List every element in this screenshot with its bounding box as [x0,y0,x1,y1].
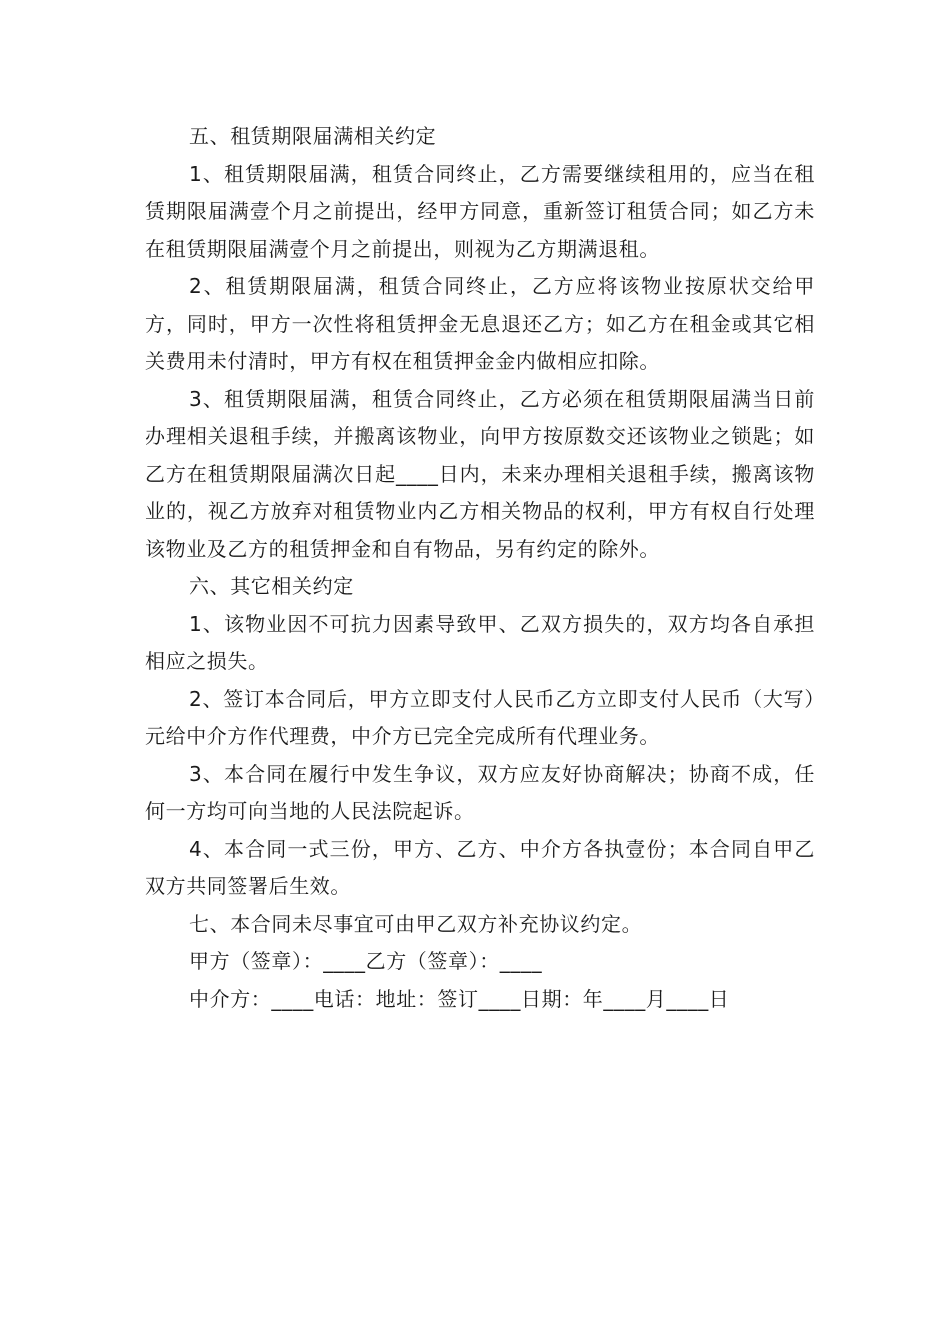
clause-5-3: 3、租赁期限届满，租赁合同终止，乙方必须在租赁期限届满当日前办理相关退租手续，并搬离该物业，向甲方按原数交还该物业之锁匙；如乙方在租赁期限届满次日起____日内，未来办理相关退租手续，搬离该物业的，视乙方放弃对租赁物业内乙方相关物品的权利，甲方有权自行处理该物业及乙方的租赁押金和自有物品，另有约定的除外。 [145,386,815,561]
contract-body [145,118,815,1018]
clause-6-2: 2、签订本合同后，甲方立即支付人民币乙方立即支付人民币（大写）元给中介方作代理费，中介方已完全完成所有代理业务。 [145,686,815,748]
section-heading-7: 七、本合同未尽事宜可由甲乙双方补充协议约定。 [189,911,643,936]
section-heading-6: 六、其它相关约定 [189,574,354,598]
clause-6-3: 3、本合同在履行中发生争议，双方应友好协商解决；协商不成，任何一方均可向当地的人民法院起诉。 [145,761,815,823]
clause-5-2: 2、租赁期限届满，租赁合同终止，乙方应将该物业按原状交给甲方，同时，甲方一次性将租赁押金无息退还乙方；如乙方在租金或其它相关费用未付清时，甲方有权在租赁押金金内做相应扣除。 [145,274,815,373]
clause-6-1: 1、该物业因不可抗力因素导致甲、乙双方损失的，双方均各自承担相应之损失。 [145,611,815,673]
clause-5-1: 1、租赁期限届满，租赁合同终止，乙方需要继续租用的，应当在租赁期限届满壹个月之前提出，经甲方同意，重新签订租赁合同；如乙方未在租赁期限届满壹个月之前提出，则视为乙方期满退租。 [145,161,815,261]
signature-line: 甲方（签章）：____乙方（签章）：____ [189,949,543,973]
agent-info-line: 中介方：____电话：地址：签订____日期：年____月____日 [189,986,730,1011]
clause-6-4: 4、本合同一式三份，甲方、乙方、中介方各执壹份；本合同自甲乙双方共同签署后生效。 [145,836,815,898]
section-heading-5: 五、租赁期限届满相关约定 [189,124,437,148]
